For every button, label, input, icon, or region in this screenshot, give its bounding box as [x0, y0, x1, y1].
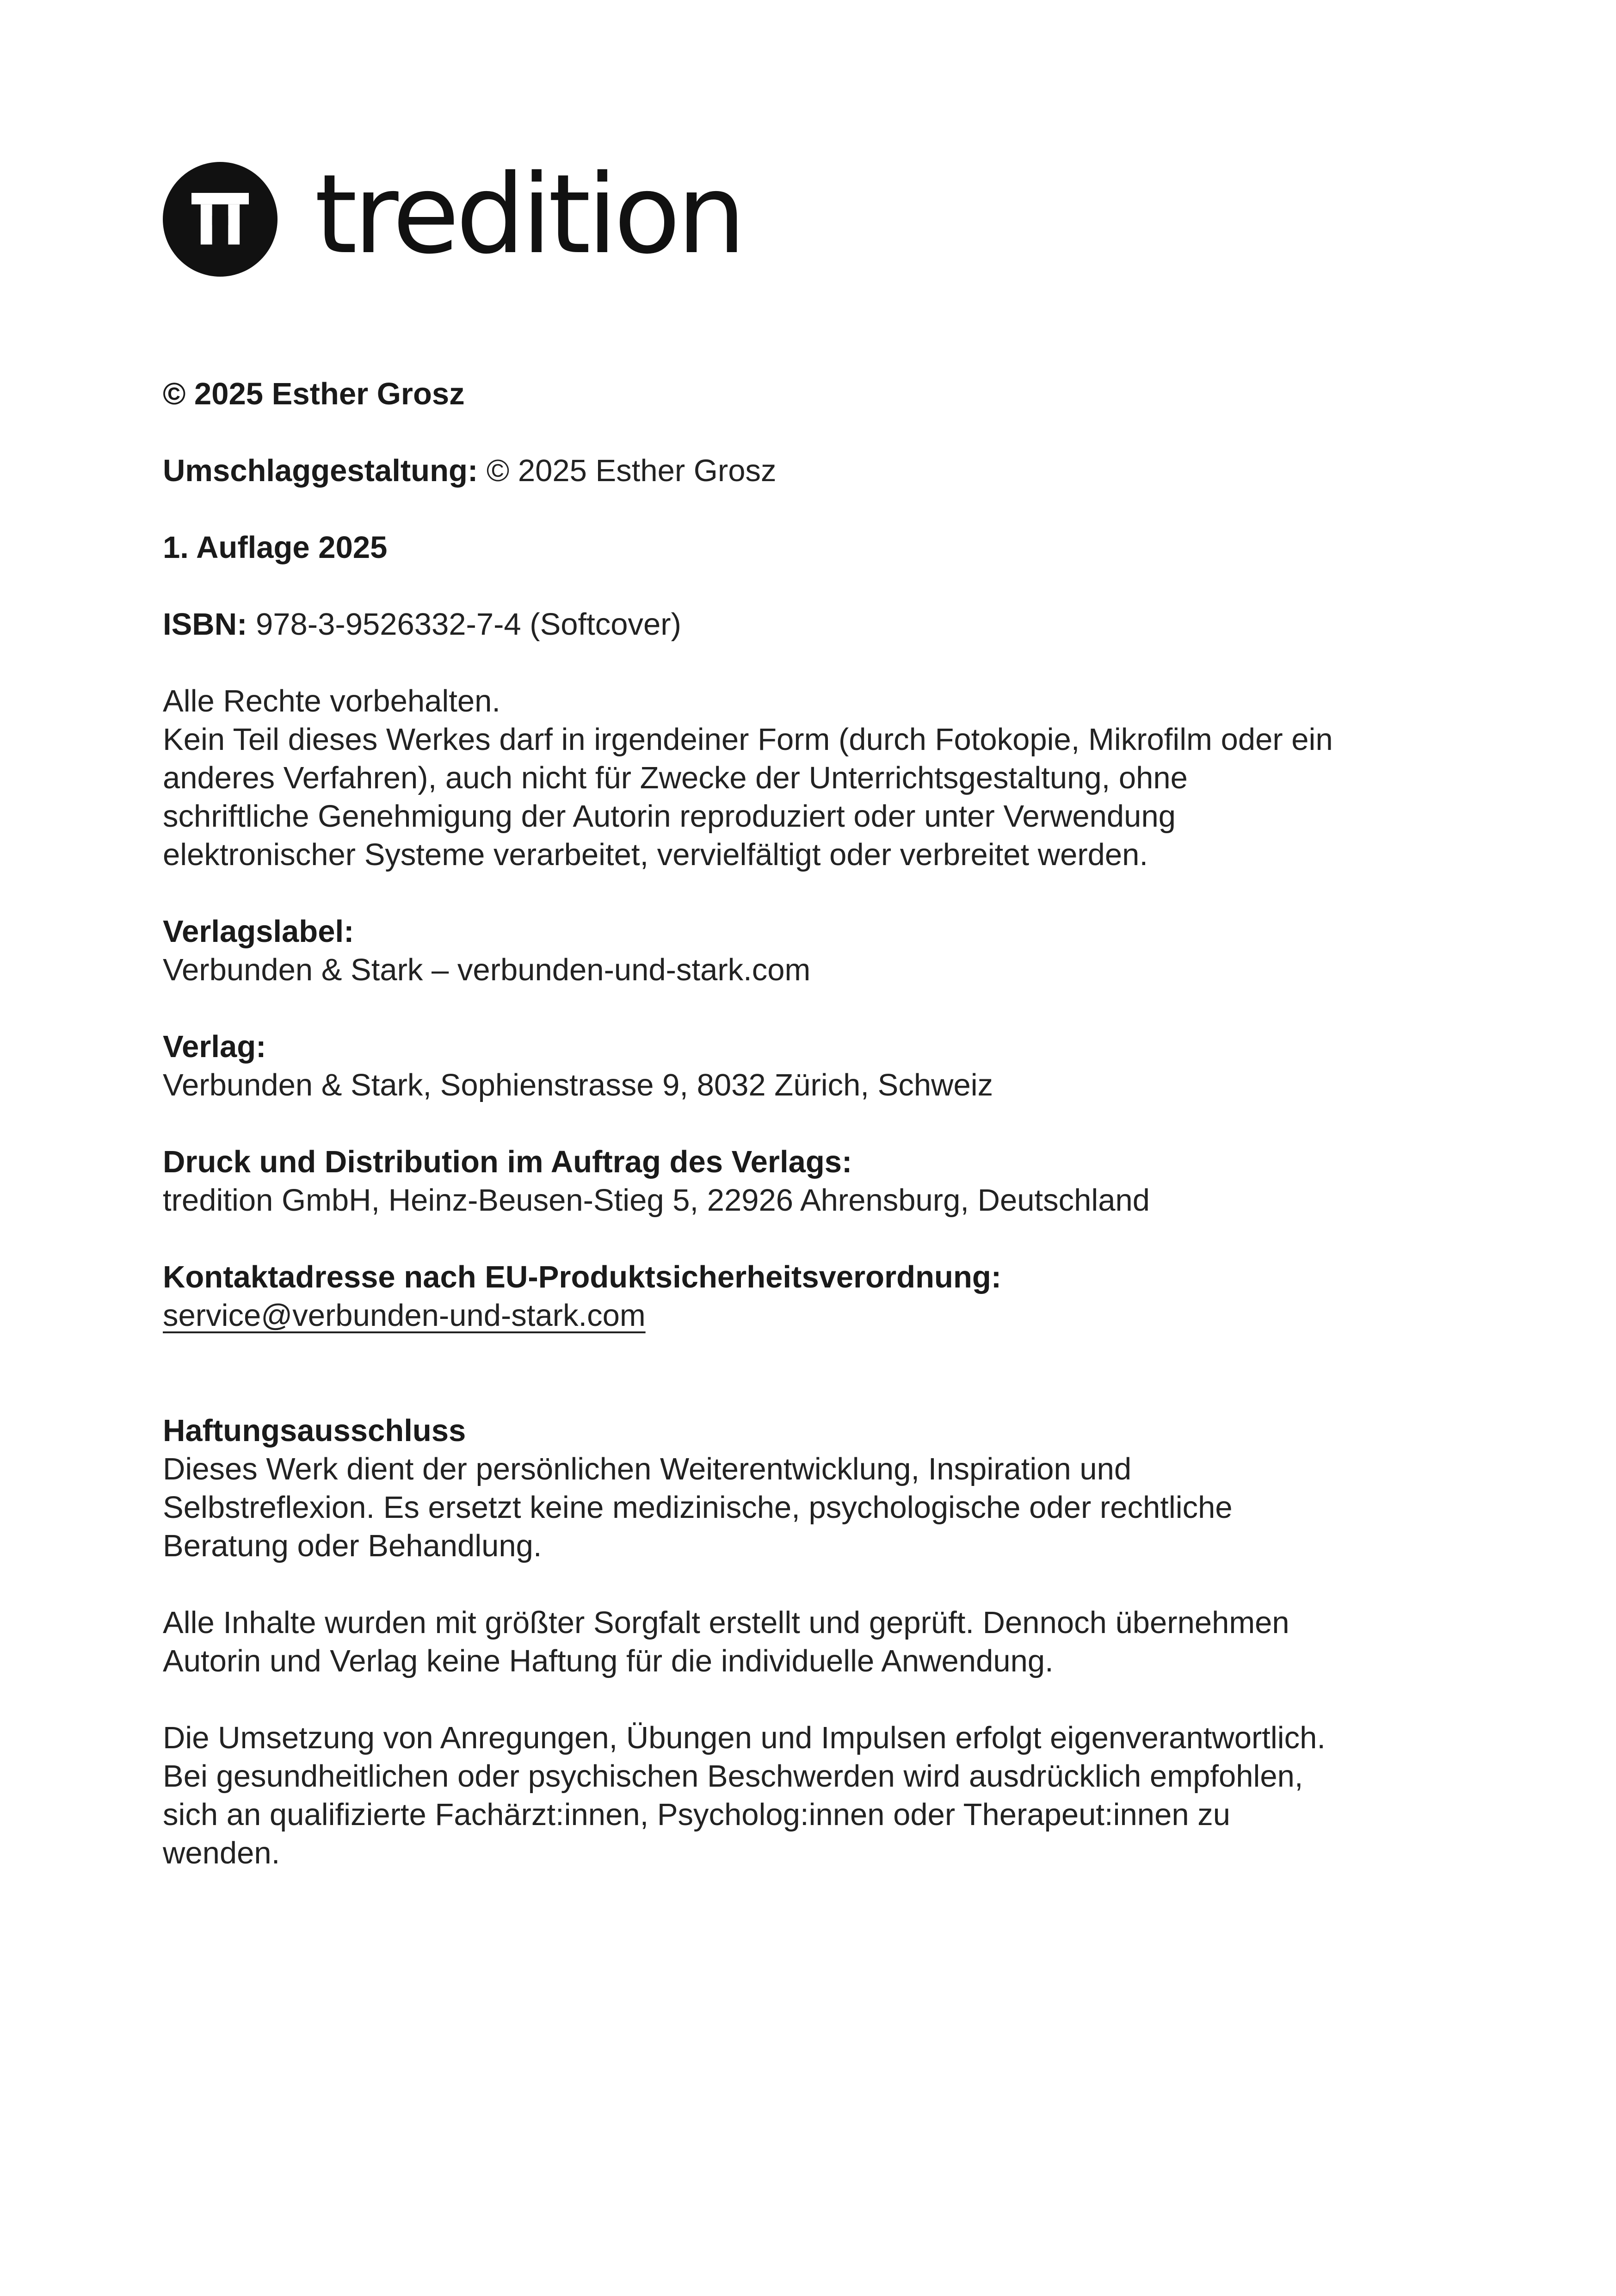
cover-design-line [163, 452, 1495, 490]
printing-heading: Druck und Distribution im Auftrag des Verlags: [163, 1145, 852, 1179]
tredition-logo-icon [163, 162, 278, 277]
contact-heading: Kontaktadresse nach EU-Produktsicherheitsverordnung: [163, 1260, 1002, 1294]
copyright-line: © 2025 Esther Grosz [163, 377, 465, 411]
publisher-heading: Verlag: [163, 1029, 266, 1064]
isbn-value: 978-3-9526332-7-4 (Softcover) [256, 607, 681, 642]
publisher-address: Verbunden & Stark, Sophienstrasse 9, 8032 Zürich, Schweiz [163, 1068, 993, 1102]
rights-line-4: schriftliche Genehmigung der Autorin reproduziert oder unter Verwendung [163, 799, 1176, 834]
disclaimer-p3-line-3: sich an qualifizierte Fachärzt:innen, Psycholog:innen oder Therapeut:innen zu [163, 1797, 1230, 1832]
printing-address: tredition GmbH, Heinz-Beusen-Stieg 5, 22926 Ahrensburg, Deutschland [163, 1183, 1150, 1218]
disclaimer-p3-line-1: Die Umsetzung von Anregungen, Übungen und Impulsen erfolgt eigenverantwortlich. [163, 1720, 1326, 1755]
rights-line-5: elektronischer Systeme verarbeitet, vervielfältigt oder verbreitet werden. [163, 837, 1148, 872]
disclaimer-p1-line-3: Beratung oder Behandlung. [163, 1529, 542, 1563]
rights-line-3: anderes Verfahren), auch nicht für Zwecke der Unterrichtsgestaltung, ohne [163, 761, 1188, 795]
disclaimer-p2-line-2: Autorin und Verlag keine Haftung für die individuelle Anwendung. [163, 1644, 1054, 1678]
rights-line-2: Kein Teil dieses Werkes darf in irgendeiner Form (durch Fotokopie, Mikrofilm oder ein [163, 722, 1333, 757]
tredition-logo [163, 151, 743, 278]
cover-design-label: Umschlaggestaltung: [163, 453, 478, 488]
publisher-label-heading: Verlagslabel: [163, 914, 354, 949]
tredition-wordmark: tredition [315, 151, 743, 278]
disclaimer-p1-line-2: Selbstreflexion. Es ersetzt keine medizinische, psychologische oder rechtliche [163, 1490, 1233, 1525]
disclaimer-p3-line-2: Bei gesundheitlichen oder psychischen Beschwerden wird ausdrücklich empfohlen, [163, 1759, 1303, 1794]
disclaimer-p3-line-4: wenden. [163, 1836, 280, 1870]
disclaimer-p1-line-1: Dieses Werk dient der persönlichen Weiterentwicklung, Inspiration und [163, 1452, 1132, 1486]
rights-line-1: Alle Rechte vorbehalten. [163, 684, 500, 718]
isbn-label: ISBN: [163, 607, 247, 642]
edition-line: 1. Auflage 2025 [163, 530, 388, 565]
imprint-content [163, 375, 1495, 1872]
isbn-line [163, 605, 1495, 644]
disclaimer-heading: Haftungsausschluss [163, 1413, 466, 1448]
contact-email-line [163, 1296, 1495, 1335]
contact-email-link[interactable]: service@verbunden-und-stark.com [163, 1298, 646, 1333]
disclaimer-p2-line-1: Alle Inhalte wurden mit größter Sorgfalt erstellt und geprüft. Dennoch übernehmen [163, 1605, 1289, 1640]
publisher-label-value: Verbunden & Stark – verbunden-und-stark.com [163, 953, 811, 987]
cover-design-value: © 2025 Esther Grosz [486, 453, 777, 488]
